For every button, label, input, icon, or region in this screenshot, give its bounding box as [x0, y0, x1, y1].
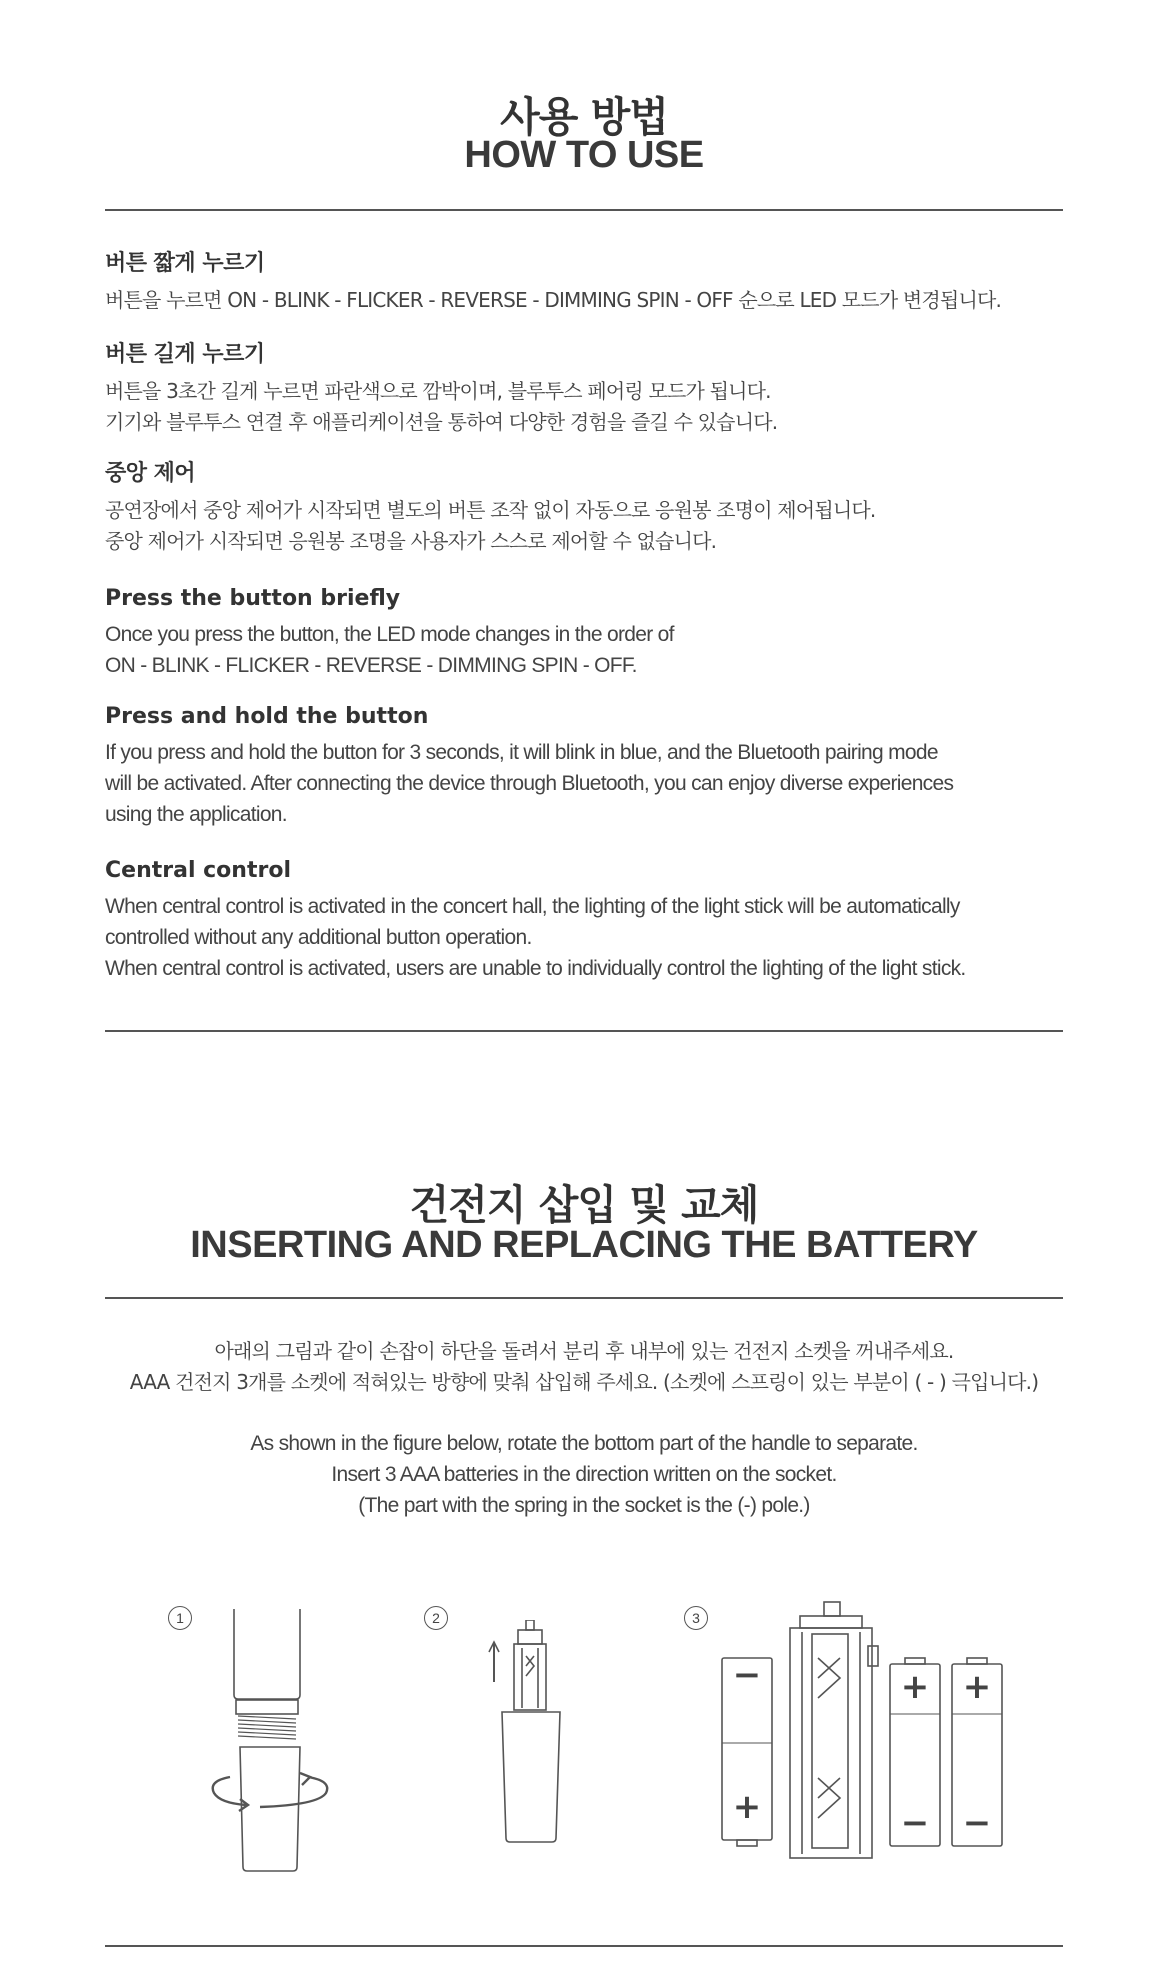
- step-number: 2: [424, 1606, 448, 1630]
- section2-title-en: INSERTING AND REPLACING THE BATTERY: [190, 1224, 978, 1266]
- ko-item-long-press: [105, 337, 1065, 438]
- step-number: 1: [168, 1606, 192, 1630]
- section2-title-ko: 건전지 삽입 및 교체: [409, 1181, 759, 1229]
- plus-sign: +: [962, 1667, 992, 1707]
- plus-sign: +: [732, 1787, 762, 1827]
- en-item-long-press: [105, 704, 1065, 830]
- en-text: If you press and hold the button for 3 seconds, it will blink in blue, and the Bluetooth pairing mode will be activated. After connecting the device through Bluetooth, you can enjoy diverse experiences using the application.: [105, 741, 954, 826]
- ko-item-short-press: [105, 246, 1065, 316]
- en-item-central-control: [105, 858, 1065, 984]
- handle-rotate-illustration: [200, 1605, 340, 1875]
- section1-title-ko: 사용 방법: [500, 93, 668, 141]
- en-heading: Central control: [105, 858, 291, 883]
- ko-item-central-control: [105, 456, 1065, 557]
- plus-sign: +: [900, 1667, 930, 1707]
- minus-sign: −: [732, 1655, 762, 1695]
- ko-heading: 버튼 짧게 누르기: [105, 251, 265, 276]
- divider: [105, 1030, 1063, 1032]
- divider: [105, 1297, 1063, 1299]
- ko-text: 버튼을 3초간 길게 누르면 파란색으로 깜박이며, 블루투스 페어링 모드가 됩니다. 기기와 블루투스 연결 후 애플리케이션을 통하여 다양한 경험을 즐길 수 있습니다.: [105, 379, 778, 434]
- minus-sign: −: [900, 1803, 930, 1843]
- divider: [105, 209, 1063, 211]
- ko-text: 공연장에서 중앙 제어가 시작되면 별도의 버튼 조작 없이 자동으로 응원봉 조명이 제어됩니다. 중앙 제어가 시작되면 응원봉 조명을 사용자가 스스로 제어할 수 없습니다.: [105, 498, 876, 553]
- ko-text: 버튼을 누르면 ON - BLINK - FLICKER - REVERSE - DIMMING SPIN - OFF 순으로 LED 모드가 변경됩니다.: [105, 288, 1002, 312]
- battery-instructions-ko: 아래의 그림과 같이 손잡이 하단을 돌려서 분리 후 내부에 있는 건전지 소켓을 꺼내주세요. AAA 건전지 3개를 소켓에 적혀있는 방향에 맞춰 삽입해 주세요. (소켓에 스프링이 있는 부분이 ( - ) 극입니다.): [129, 1339, 1039, 1394]
- en-text: When central control is activated in the concert hall, the lighting of the light stick will be automatically controlled without any additional button operation. When central control is activated, users are unable to individually control the lighting of the light stick.: [105, 895, 966, 980]
- socket-pullout-illustration: [480, 1620, 570, 1850]
- battery-instructions-en: As shown in the figure below, rotate the bottom part of the handle to separate. Insert 3 AAA batteries in the direction written on the socket. (The part with the spring in the socket is the (-) pole.): [250, 1432, 918, 1517]
- divider: [105, 1945, 1063, 1947]
- minus-sign: −: [962, 1803, 992, 1843]
- en-heading: Press the button briefly: [105, 586, 401, 611]
- battery-socket-illustration: [720, 1598, 1010, 1860]
- en-heading: Press and hold the button: [105, 704, 429, 729]
- ko-heading: 중앙 제어: [105, 461, 196, 486]
- section1-title-en: HOW TO USE: [464, 134, 704, 176]
- ko-heading: 버튼 길게 누르기: [105, 342, 265, 367]
- en-text: Once you press the button, the LED mode changes in the order of ON - BLINK - FLICKER - REVERSE - DIMMING SPIN - OFF.: [105, 623, 674, 677]
- step-number: 3: [684, 1606, 708, 1630]
- en-item-short-press: [105, 586, 1065, 681]
